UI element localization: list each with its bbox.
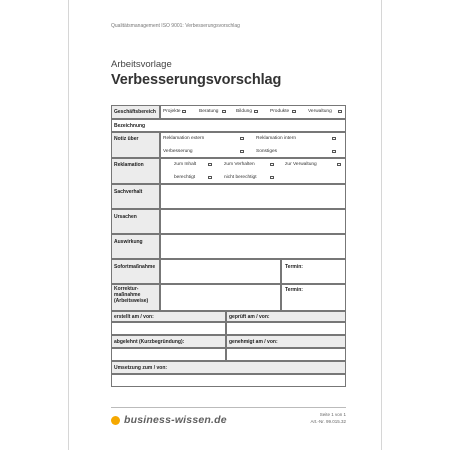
checkbox-reklamation-extern[interactable] — [240, 137, 244, 141]
option-zur-verwaltung: zur Verwaltung — [285, 162, 317, 167]
label-cell — [111, 259, 160, 284]
option-beratung: Beratung — [199, 109, 219, 114]
ursachen-label: Ursachen — [114, 214, 137, 220]
checkbox-verbesserung[interactable] — [240, 150, 244, 154]
checkbox-produkte[interactable] — [292, 110, 296, 114]
checkbox-reklamation-intern[interactable] — [332, 137, 336, 141]
option-verbesserung: Verbesserung — [163, 149, 193, 154]
option-reklamation-intern: Reklamation intern — [256, 136, 296, 141]
umsetzung-label: Umsetzung zum / von: — [114, 365, 168, 371]
document-header: Qualitätsmanagement ISO 9001: Verbesserungsvorschlag — [111, 23, 240, 29]
article-number: Art.-Nr. 99.015.32 — [310, 418, 346, 424]
bezeichnung-label: Bezeichnung — [114, 123, 146, 129]
sofortmassnahme-label: Sofortmaßnahme — [114, 264, 156, 270]
checkbox-zum-inhalt[interactable] — [208, 163, 212, 167]
logo-dot-icon — [111, 416, 120, 425]
genehmigt-field[interactable] — [226, 348, 346, 361]
option-verwaltung: Verwaltung — [308, 109, 332, 114]
option-zum-verhalten: zum Verhalten — [224, 162, 255, 167]
option-sonstiges: Sonstiges — [256, 149, 278, 154]
document-title: Verbesserungsvorschlag — [111, 72, 282, 88]
korrektur-label-line3: (Arbeitsweise) — [114, 298, 149, 304]
checkbox-verwaltung[interactable] — [338, 110, 342, 114]
umsetzung-field[interactable] — [111, 374, 346, 387]
termin-label: Termin: — [285, 264, 303, 270]
korrektur-field[interactable] — [160, 284, 281, 311]
logo: business-wissen.de — [124, 414, 227, 426]
label-cell — [111, 184, 160, 209]
geprueft-label: geprüft am / von: — [229, 314, 270, 320]
page-info — [310, 412, 346, 425]
footer-divider — [111, 407, 346, 408]
checkbox-beratung[interactable] — [222, 110, 226, 114]
label-cell — [111, 234, 160, 259]
auswirkung-field[interactable] — [160, 234, 346, 259]
option-zum-inhalt: zum Inhalt — [174, 162, 197, 167]
option-produkte: Produkte — [270, 109, 290, 114]
geprueft-field[interactable] — [226, 322, 346, 335]
geschaeftsbereich-label: Geschäftsbereich — [114, 109, 156, 115]
sofortmassnahme-termin-field[interactable] — [281, 259, 346, 284]
option-projekte: Projekte — [163, 109, 181, 114]
checkbox-zum-verhalten[interactable] — [270, 163, 274, 167]
label-cell — [111, 209, 160, 234]
abgelehnt-label: abgelehnt (Kurzbegründung): — [114, 339, 185, 345]
korrektur-label-line2: maßnahme — [114, 292, 141, 298]
checkbox-berechtigt[interactable] — [208, 176, 212, 180]
sachverhalt-label: Sachverhalt — [114, 189, 143, 195]
option-bildung: Bildung — [236, 109, 253, 114]
bezeichnung-row[interactable] — [111, 119, 346, 132]
genehmigt-label: genehmigt am / von: — [229, 339, 278, 345]
checkbox-sonstiges[interactable] — [332, 150, 336, 154]
document-pretitle: Arbeitsvorlage — [111, 59, 172, 70]
option-nicht-berechtigt: nicht berechtigt — [224, 175, 257, 180]
checkbox-nicht-berechtigt[interactable] — [270, 176, 274, 180]
form-table — [111, 105, 346, 387]
erstellt-label: erstellt am / von: — [114, 314, 154, 320]
option-reklamation-extern: Reklamation extern — [163, 136, 205, 141]
notiz-label: Notiz über — [114, 136, 139, 142]
page-number: Seite 1 von 1 — [319, 412, 346, 417]
auswirkung-label: Auswirkung — [114, 239, 143, 245]
sofortmassnahme-field[interactable] — [160, 259, 281, 284]
reklamation-label: Reklamation — [114, 162, 144, 168]
option-berechtigt: berechtigt — [174, 175, 196, 180]
checkbox-zur-verwaltung[interactable] — [337, 163, 341, 167]
abgelehnt-field[interactable] — [111, 348, 226, 361]
termin-label: Termin: — [285, 287, 303, 293]
checkbox-projekte[interactable] — [182, 110, 186, 114]
erstellt-field[interactable] — [111, 322, 226, 335]
sachverhalt-field[interactable] — [160, 184, 346, 209]
checkbox-bildung[interactable] — [254, 110, 258, 114]
korrektur-label-line1: Korrektur- — [114, 286, 139, 292]
ursachen-field[interactable] — [160, 209, 346, 234]
